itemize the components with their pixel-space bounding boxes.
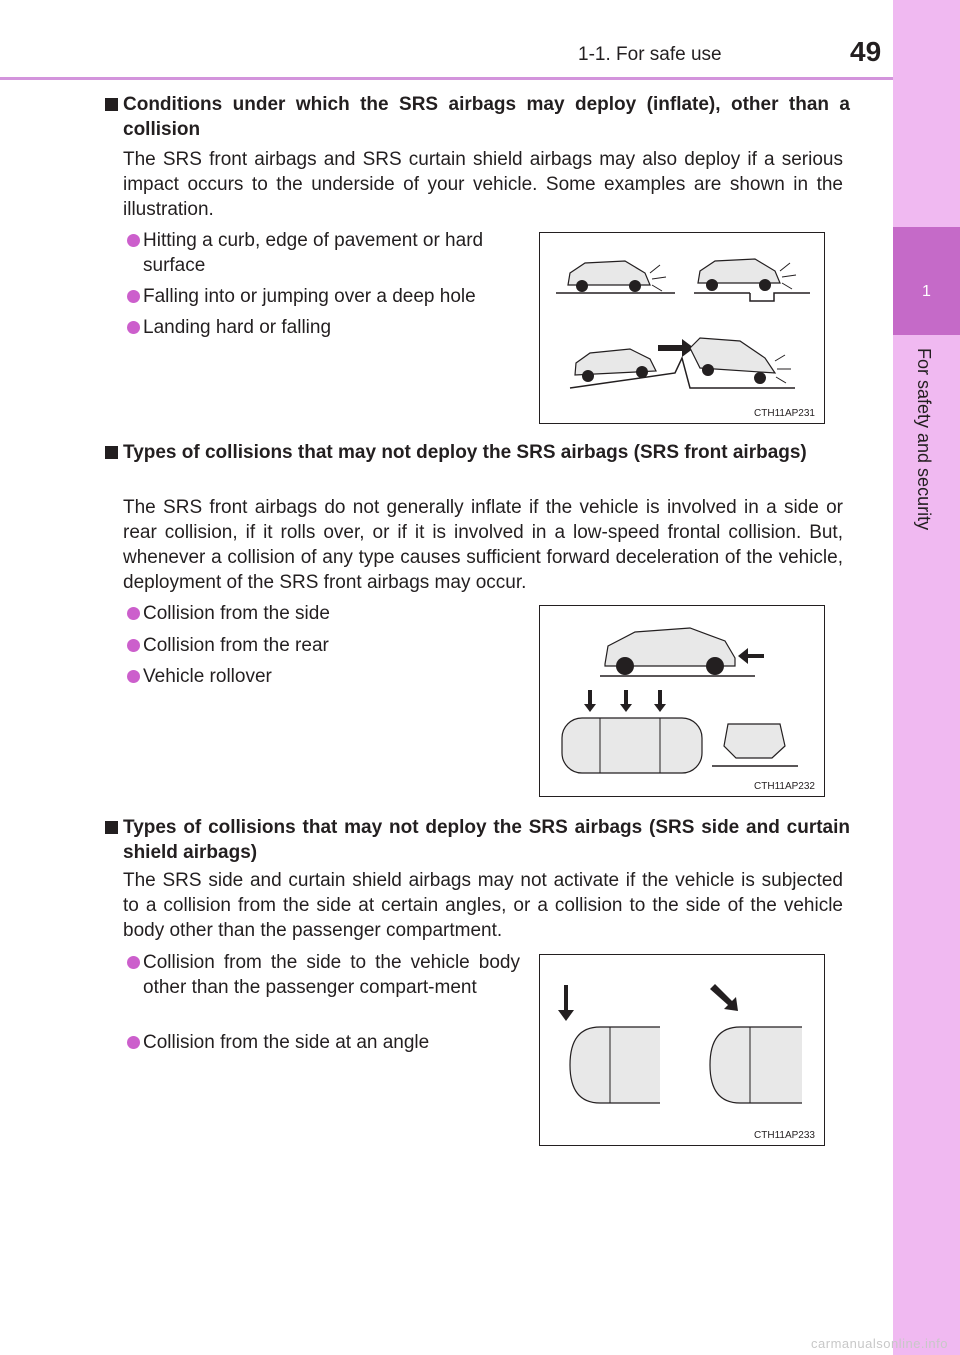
side-body-angle-drawing xyxy=(540,955,824,1145)
car-rear-collision-icon xyxy=(605,628,735,675)
bullet-item: Falling into or jumping over a deep hole xyxy=(127,284,527,309)
car-top-front-angle-icon xyxy=(710,1027,802,1103)
figure-code: CTH11AP231 xyxy=(754,408,815,419)
side-impact-arrow-icon xyxy=(584,690,596,712)
section-heading-front-airbags-no-deploy: Types of collisions that may not deploy the SRS airbags (SRS front airbags) xyxy=(105,440,850,465)
bullet-item: Collision from the rear xyxy=(127,633,427,658)
illustration-side-body-angle xyxy=(539,954,825,1146)
header-section-title: 1-1. For safe use xyxy=(578,44,722,65)
movement-arrow-icon xyxy=(658,339,694,357)
bullet-item: Landing hard or falling xyxy=(127,315,527,340)
bullet-dot-icon xyxy=(127,607,140,620)
page-number: 49 xyxy=(850,36,882,67)
heading-square-icon xyxy=(105,446,118,459)
car-curb-icon xyxy=(568,261,666,292)
header-divider xyxy=(0,77,893,80)
bullet-dot-icon xyxy=(127,290,140,303)
watermark: carmanualsonline.info xyxy=(811,1336,948,1351)
bullet-dot-icon xyxy=(127,321,140,334)
heading-square-icon xyxy=(105,821,118,834)
car-ramp-icon xyxy=(575,349,656,382)
chapter-number-block xyxy=(893,227,960,335)
bullet-item: Vehicle rollover xyxy=(127,664,427,689)
car-rollover-icon xyxy=(724,724,785,758)
side-rear-rollover-drawing xyxy=(540,606,824,796)
illustration-underside-impact xyxy=(539,232,825,424)
car-top-front-icon xyxy=(570,1027,660,1103)
bullet-dot-icon xyxy=(127,639,140,652)
chapter-title: For safety and security xyxy=(914,348,934,531)
side-impact-arrow-icon xyxy=(558,985,574,1021)
bullet-item: Hitting a curb, edge of pavement or hard surface xyxy=(127,228,522,278)
angled-impact-arrow-icon xyxy=(710,984,738,1011)
section-heading-deploy-other-than-collision: Conditions under which the SRS airbags may deploy (inflate), other than a collision xyxy=(105,92,850,142)
underside-impact-drawing xyxy=(540,233,824,423)
illustration-side-rear-rollover xyxy=(539,605,825,797)
bullet-dot-icon xyxy=(127,956,140,969)
side-impact-arrow-icon xyxy=(654,690,666,712)
chapter-side-tab xyxy=(893,0,960,1355)
side-impact-arrow-icon xyxy=(620,690,632,712)
bullet-dot-icon xyxy=(127,670,140,683)
section-body: The SRS front airbags do not generally inflate if the vehicle is involved in a side or rear collision, if it rolls over, or if it is involved in a low-speed frontal collision. But, whenever a collision of any type causes sufficient forward deceleration of the vehicle, deployment of the SRS front airbags may occur. xyxy=(123,497,843,593)
car-top-side-collision-icon xyxy=(562,718,702,773)
bullet-item: Collision from the side to the vehicle body other than the passenger compart-ment xyxy=(127,950,520,1000)
car-landing-icon xyxy=(690,338,791,384)
bullet-dot-icon xyxy=(127,234,140,247)
section-body: The SRS side and curtain shield airbags may not activate if the vehicle is subjected to a collision from the side at certain angles, or a collision to the side of the vehicle body other than the passenger compartment. xyxy=(123,870,843,941)
figure-code: CTH11AP233 xyxy=(754,1130,815,1141)
car-hole-icon xyxy=(698,259,796,291)
heading-square-icon xyxy=(105,98,118,111)
bullet-dot-icon xyxy=(127,1036,140,1049)
rear-impact-arrow-icon xyxy=(738,648,764,664)
chapter-number: 1 xyxy=(922,283,931,300)
section-heading-side-curtain-no-deploy: Types of collisions that may not deploy the SRS airbags (SRS side and curtain shield airbags) xyxy=(105,815,850,865)
figure-code: CTH11AP232 xyxy=(754,781,815,792)
bullet-item: Collision from the side xyxy=(127,601,427,626)
section-body: The SRS front airbags and SRS curtain shield airbags may also deploy if a serious impact occurs to the underside of your vehicle. Some examples are shown in the illustration. xyxy=(123,149,843,220)
bullet-item: Collision from the side at an angle xyxy=(127,1030,527,1055)
